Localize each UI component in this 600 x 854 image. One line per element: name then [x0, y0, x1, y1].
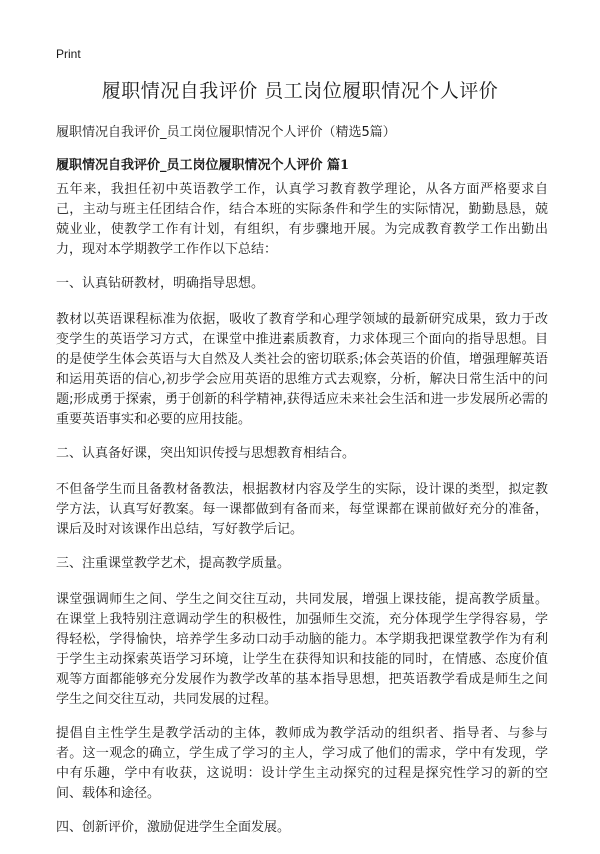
paragraph-autonomy: 提倡自主性学生是教学活动的主体，教师成为教学活动的组织者、指导者、与参与者。这一观念的确立，学生成了学习的主人，学习成了他们的需求，学中有发现，学中有乐趣，学中有收获，这说明：设计学生主动探究的过程是探究性学习的新的空间、载体和途径。	[56, 726, 548, 801]
section-heading: 履职情况自我评价_员工岗位履职情况个人评价 篇1	[56, 158, 350, 173]
paragraph-intro: 五年来，我担任初中英语教学工作，认真学习教育教学理论，从各方面严格要求自己，主动与班主任团结合作，结合本班的实际条件和学生的实际情况，勤勤恳恳，兢兢业业，使教学工作有计划，有组织，有步骤地开展。为完成教育教学工作出勤出力，现对本学期教学工作作以下总结：	[56, 182, 548, 257]
paragraph-classroom: 课堂强调师生之间、学生之间交往互动，共同发展，增强上课技能，提高教学质量。在课堂上我特别注意调动学生的积极性，加强师生交流，充分体现学生学得容易，学得轻松，学得愉快，培养学生多动口动手动脑的能力。本学期我把课堂教学作为有利于学生主动探索英语学习环境，让学生在获得知识和技能的同时，在情感、态度价值观等方面都能够充分发展作为教学改革的基本指导思想，把英语教学看成是师生之间学生之间交往互动，共同发展的过程。	[56, 592, 548, 707]
paragraph-textbook: 教材以英语课程标准为依据，吸收了教育学和心理学领域的最新研究成果，致力于改变学生的英语学习方式，在课堂中推进素质教育，力求体现三个面向的指导思想。目的是使学生体会英语与大自然及人类社会的密切联系;体会英语的价值，增强理解英语和运用英语的信心,初步学会应用英语的思维方式去观察，分析，解决日常生活中的问题;形成勇于探索，勇于创新的科学精神,获得适应未来社会生活和进一步发展所必需的重要英语事实和必要的应用技能。	[56, 312, 548, 427]
document-title: 履职情况自我评价 员工岗位履职情况个人评价	[101, 80, 499, 102]
print-link[interactable]: Print	[56, 47, 81, 61]
document-subtitle: 履职情况自我评价_员工岗位履职情况个人评价（精选5篇）	[56, 125, 396, 140]
subheading-1: 一、认真钻研教材，明确指导思想。	[56, 276, 265, 291]
subheading-4: 四、创新评价，激励促进学生全面发展。	[56, 820, 291, 835]
document-body	[56, 180, 548, 854]
paragraph-lesson-prep: 不但备学生而且备教材备教法，根据教材内容及学生的实际，设计课的类型，拟定教学方法，认真写好教案。每一课都做到有备而来，每堂课都在课前做好充分的准备，课后及时对该课作出总结，写好教学后记。	[56, 482, 548, 537]
subheading-2: 二、认真备好课，突出知识传授与思想教育相结合。	[56, 446, 356, 461]
subheading-3: 三、注重课堂教学艺术，提高教学质量。	[56, 556, 291, 571]
